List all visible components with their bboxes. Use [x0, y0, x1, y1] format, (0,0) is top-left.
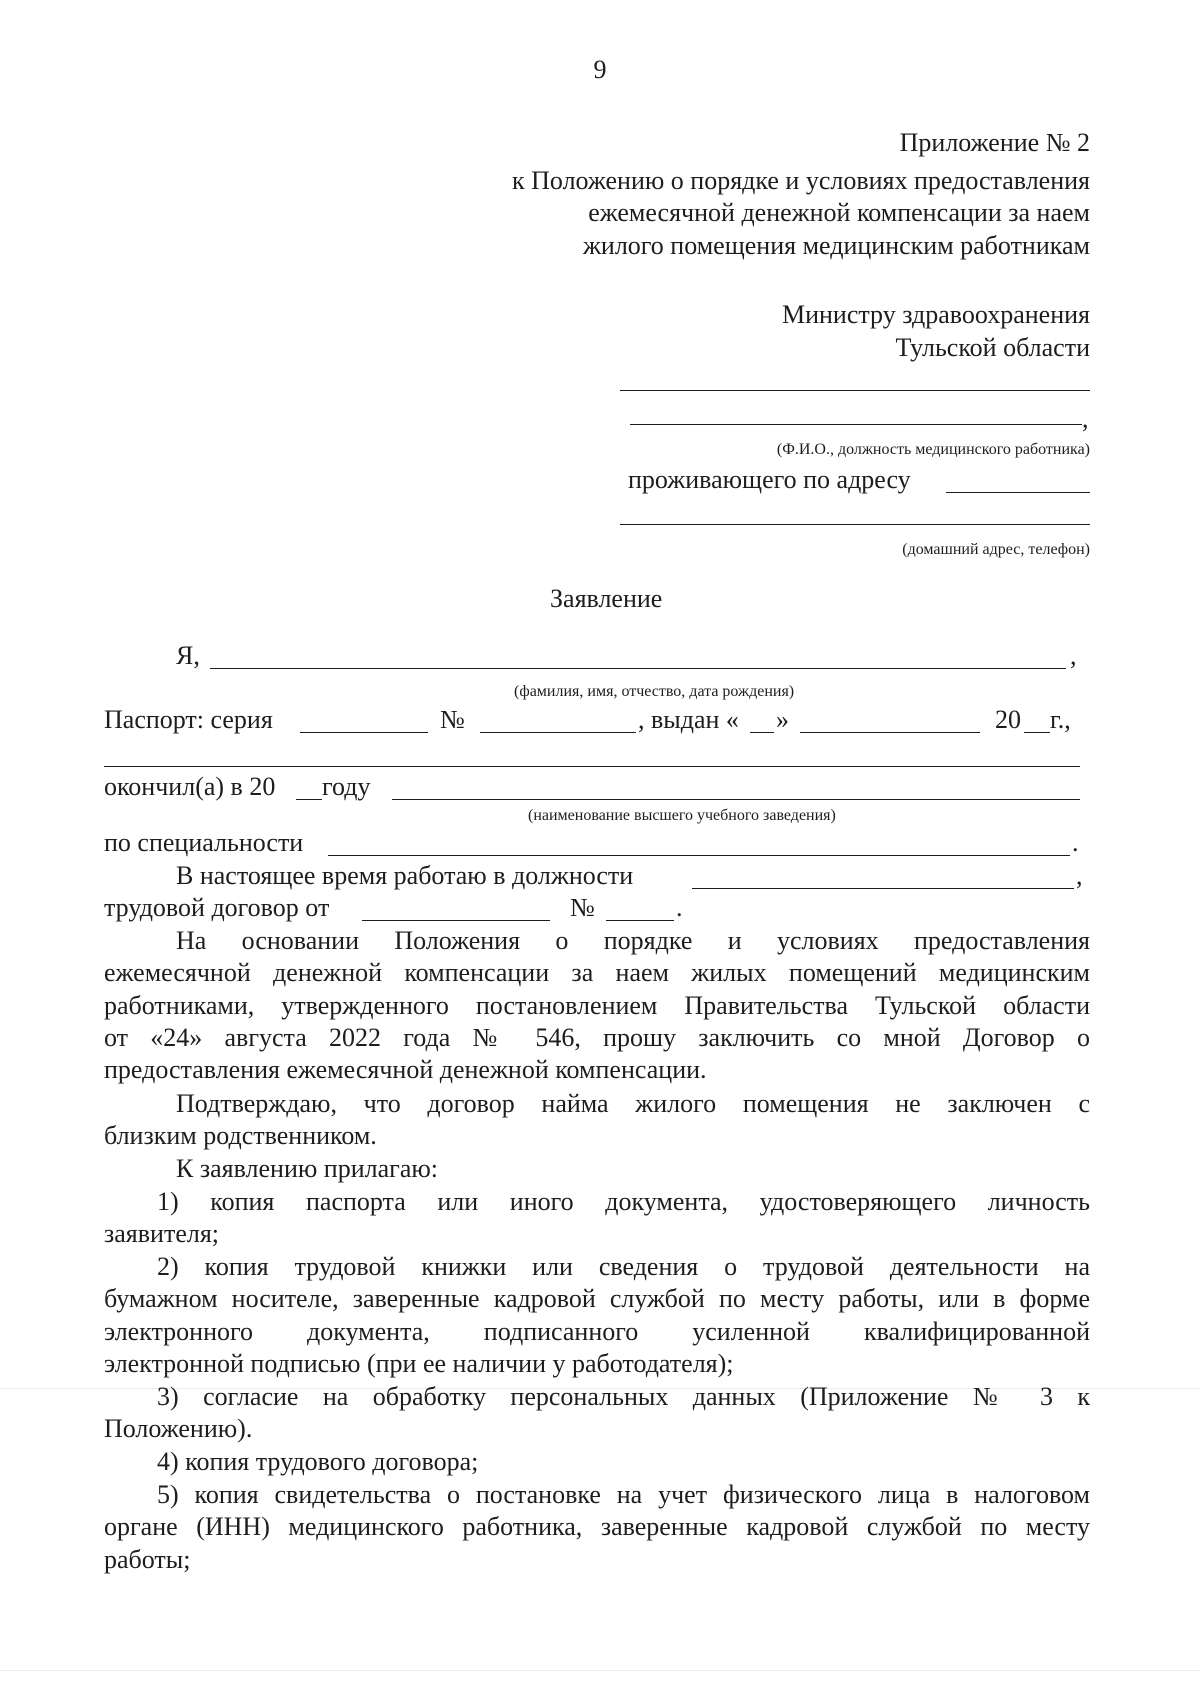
attachment-2-line-4: электронной подписью (при ее наличии у работодателя);: [104, 1349, 734, 1378]
address-hint: (домашний адрес, телефон): [902, 541, 1090, 558]
attachment-3-line-1: 3) согласие на обработку персональных данных (Приложение № 3 к: [157, 1382, 1090, 1411]
address-blank-2[interactable]: [620, 524, 1090, 525]
ya-label: Я,: [176, 641, 200, 670]
passport-series-blank[interactable]: [300, 732, 428, 733]
passport-continuation-blank[interactable]: [104, 766, 1080, 767]
position-blank[interactable]: [692, 888, 1074, 889]
paragraph-confirm-line-1: Подтверждаю, что договор найма жилого помещения не заключен с: [176, 1089, 1090, 1118]
fullname-hint: (фамилия, имя, отчество, дата рождения): [514, 683, 795, 700]
attachment-5-line-3: работы;: [104, 1545, 191, 1574]
paragraph-basis-line-3: работниками, утвержденного постановлением Правительства Тульской области: [104, 991, 1090, 1020]
graduated-label: окончил(а) в 20: [104, 772, 276, 801]
paragraph-basis-line-2: ежемесячной денежной компенсации за наем жилых помещений медицинским: [104, 958, 1090, 987]
year-prefix: 20: [995, 705, 1021, 734]
paragraph-basis-line-4: от «24» августа 2022 года № 546, прошу заключить со мной Договор о: [104, 1023, 1090, 1052]
fullname-blank[interactable]: [210, 668, 1066, 669]
attachment-2-line-2: бумажном носителе, заверенные кадровой службой по месту работы, или в форме: [104, 1284, 1090, 1313]
attachment-1-line-1: 1) копия паспорта или иного документа, удостоверяющего личность: [157, 1187, 1090, 1216]
specialty-blank[interactable]: [328, 855, 1070, 856]
scan-artifact-bottom: [0, 1670, 1200, 1671]
attachment-5-line-1: 5) копия свидетельства о постановке на учет физического лица в налоговом: [157, 1480, 1090, 1509]
appendix-line-1: к Положению о порядке и условиях предоставления: [512, 166, 1090, 195]
attachment-5-line-2: органе (ИНН) медицинского работника, заверенные кадровой службой по месту: [104, 1512, 1090, 1541]
ya-comma: ,: [1070, 641, 1077, 670]
contract-date-blank[interactable]: [362, 920, 550, 921]
attachment-4: 4) копия трудового договора;: [157, 1447, 479, 1476]
passport-label: Паспорт: серия: [104, 705, 273, 734]
attachment-1-line-2: заявителя;: [104, 1219, 220, 1248]
attachment-3-line-2: Положению).: [104, 1414, 253, 1443]
university-hint: (наименование высшего учебного заведения): [528, 807, 836, 824]
fio-blank-1[interactable]: [620, 390, 1090, 391]
issued-day-blank[interactable]: [750, 732, 774, 733]
issued-label: , выдан «: [638, 705, 739, 734]
residing-label: проживающего по адресу: [628, 465, 911, 494]
graduated-year-label: году: [322, 772, 371, 801]
contract-number-sign: №: [570, 893, 595, 922]
addressee-line-2: Тульской области: [895, 333, 1090, 362]
graduation-year-blank[interactable]: [296, 799, 322, 800]
year-suffix: г.,: [1050, 705, 1071, 734]
paragraph-basis-line-1: На основании Положения о порядке и условиях предоставления: [176, 926, 1090, 955]
fio-hint: (Ф.И.О., должность медицинского работника): [776, 441, 1090, 458]
appendix-line-2: ежемесячной денежной компенсации за наем: [588, 198, 1090, 227]
specialty-label: по специальности: [104, 828, 304, 857]
contract-period: .: [676, 893, 683, 922]
contract-label: трудовой договор от: [104, 893, 330, 922]
paragraph-confirm-line-2: близким родственником.: [104, 1121, 377, 1150]
attachment-2-line-3: электронного документа, подписанного усиленной квалифицированной: [104, 1317, 1090, 1346]
document-heading: Заявление: [550, 584, 663, 613]
fio-comma: ,: [1082, 404, 1089, 433]
appendix-line-3: жилого помещения медицинским работникам: [582, 231, 1090, 260]
appendix-title: Приложение № 2: [899, 128, 1090, 157]
contract-number-blank[interactable]: [606, 920, 674, 921]
specialty-period: .: [1072, 828, 1079, 857]
page-number: 9: [593, 55, 607, 84]
address-blank-1[interactable]: [946, 492, 1090, 493]
attachment-2-line-1: 2) копия трудовой книжки или сведения о трудовой деятельности на: [157, 1252, 1090, 1281]
issued-year-blank[interactable]: [1024, 732, 1050, 733]
addressee-line-1: Министру здравоохранения: [781, 300, 1090, 329]
position-comma: ,: [1076, 861, 1083, 890]
fio-blank-2[interactable]: [630, 424, 1082, 425]
passport-number-blank[interactable]: [480, 732, 636, 733]
attachments-intro: К заявлению прилагаю:: [176, 1154, 439, 1183]
issued-by-blank[interactable]: [800, 732, 980, 733]
paragraph-basis-line-5: предоставления ежемесячной денежной компенсации.: [104, 1055, 707, 1084]
issued-close-quote: »: [776, 705, 789, 734]
passport-number-sign: №: [440, 705, 465, 734]
university-blank[interactable]: [392, 799, 1080, 800]
position-label: В настоящее время работаю в должности: [176, 861, 634, 890]
